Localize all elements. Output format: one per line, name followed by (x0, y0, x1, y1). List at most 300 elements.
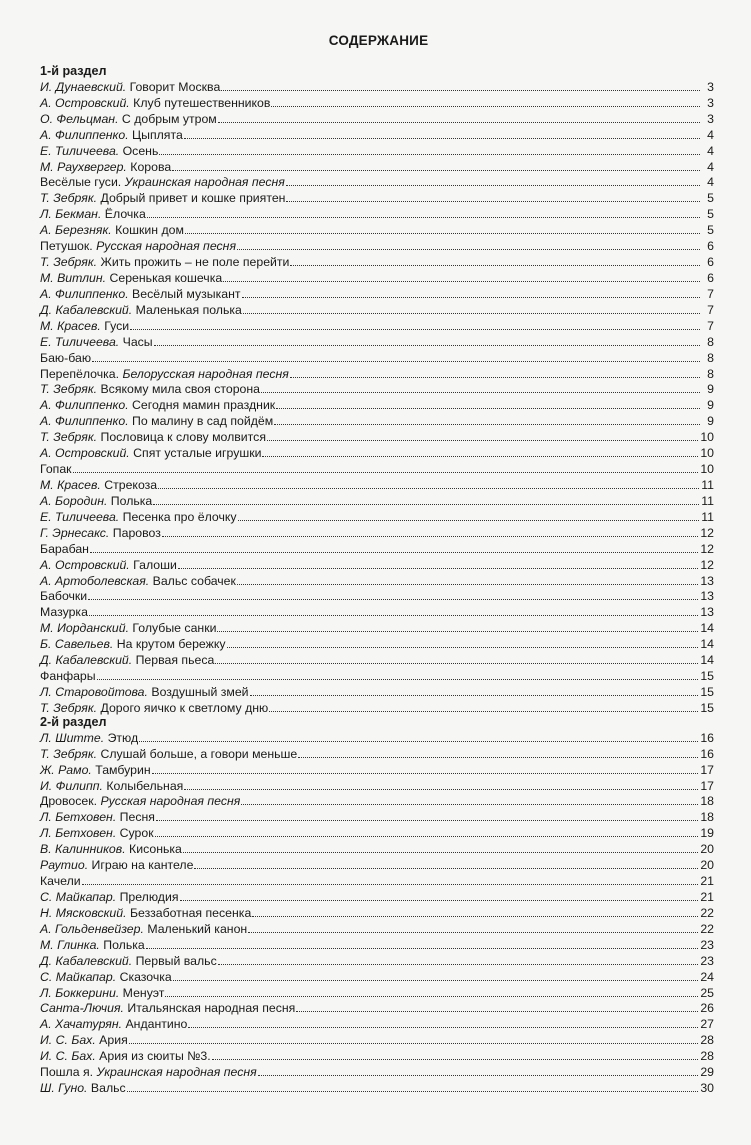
dot-leader (180, 900, 699, 901)
page-number: 8 (707, 334, 714, 349)
entry-subtitle: Украинская народная песня (96, 1065, 257, 1080)
entry-title: Добрый привет и кошке приятен (97, 191, 286, 206)
entry-text (40, 637, 226, 651)
toc-entry (38, 984, 714, 1000)
entry-title: Весёлый музыкант (128, 286, 241, 301)
dot-leader (92, 361, 700, 362)
toc-entry (38, 365, 714, 381)
toc-entry (38, 761, 714, 777)
entry-text (40, 160, 171, 174)
dot-leader (172, 170, 700, 171)
page-number: 17 (700, 778, 714, 793)
entry-author: О. Фельцман. (40, 111, 119, 126)
toc-entry (38, 381, 714, 397)
toc-entry (38, 412, 714, 428)
entry-author: М. Иорданский. (40, 621, 130, 636)
entry-text (40, 605, 88, 619)
dot-leader (146, 948, 699, 949)
entry-text (40, 653, 214, 667)
entry-text (40, 763, 151, 777)
toc-entry (38, 729, 714, 745)
entry-text (40, 446, 261, 460)
entry-text (40, 1049, 211, 1063)
entry-author: И. Дунаевский. (40, 79, 127, 94)
page-number: 10 (700, 462, 714, 477)
entry-author: Санта-Лючия. (40, 1001, 124, 1016)
page-number: 17 (700, 762, 714, 777)
entry-author: А. Островский. (40, 557, 130, 572)
entry-author: Т. Зебряк. (40, 255, 98, 270)
toc-entry (38, 777, 714, 793)
dot-leader (252, 916, 698, 917)
page-number: 3 (707, 95, 714, 110)
entry-text (40, 319, 129, 333)
page-number: 9 (707, 414, 714, 429)
page-number: 23 (700, 937, 714, 952)
page-number: 27 (700, 1017, 714, 1032)
toc-entry (38, 1015, 714, 1031)
toc-entry (38, 349, 714, 365)
toc-entry (38, 158, 714, 174)
title-spacer (38, 52, 714, 64)
entry-text (40, 890, 179, 904)
dot-leader (218, 122, 700, 123)
entry-author: А. Хачатурян. (40, 1017, 123, 1032)
toc-entry (38, 78, 714, 94)
entry-text (40, 175, 285, 189)
page-number: 6 (707, 255, 714, 270)
entry-title: Беззаботная песенка (126, 905, 252, 920)
toc-entry (38, 1031, 714, 1047)
toc-entry (38, 269, 714, 285)
dot-leader (290, 265, 700, 266)
toc-entry (38, 936, 714, 952)
entry-title: Баю-баю (40, 350, 92, 365)
dot-leader (223, 281, 700, 282)
entry-title: Пошла я. (40, 1065, 97, 1080)
entry-title: На крутом бережку (113, 637, 226, 652)
dot-leader (130, 329, 700, 330)
entry-text (40, 96, 270, 110)
entry-title: Тамбурин (91, 762, 151, 777)
page-number: 20 (700, 842, 714, 857)
entry-title: Полька (99, 937, 145, 952)
page-number: 9 (707, 398, 714, 413)
entry-text (40, 970, 172, 984)
entry-author: И. С. Бах. (40, 1033, 96, 1048)
toc-entry (38, 968, 714, 984)
entry-text (40, 685, 249, 699)
page-number: 3 (707, 111, 714, 126)
entry-author: Л. Боккерини. (40, 985, 120, 1000)
page-number: 30 (700, 1081, 714, 1096)
page-number: 10 (700, 430, 714, 445)
entry-title: Этюд (104, 730, 139, 745)
dot-leader (89, 615, 698, 616)
toc-entry (38, 667, 714, 683)
page-number: 4 (707, 127, 714, 142)
entry-text (40, 621, 216, 635)
page-number: 19 (700, 826, 714, 841)
entry-title: Бабочки (40, 589, 88, 604)
entry-title: Играю на кантеле (88, 858, 194, 873)
entry-text (40, 1033, 128, 1047)
entry-title: Галоши (129, 557, 177, 572)
entry-title: Пословица к слову молвится (97, 430, 266, 445)
toc-entry (38, 808, 714, 824)
toc-entry (38, 253, 714, 269)
page-number: 3 (707, 79, 714, 94)
page-number: 22 (700, 921, 714, 936)
entry-text (40, 271, 222, 285)
entry-subtitle: Русская народная песня (96, 239, 237, 254)
dot-leader (217, 631, 698, 632)
entry-title: Дровосек. (40, 794, 101, 809)
toc-entry (38, 142, 714, 158)
entry-subtitle: Белорусская народная песня (122, 366, 289, 381)
entry-text (40, 922, 247, 936)
toc-entry (38, 603, 714, 619)
dot-leader (178, 568, 698, 569)
page-number: 21 (700, 890, 714, 905)
toc-entry (38, 524, 714, 540)
dot-leader (155, 836, 699, 837)
dot-leader (90, 552, 698, 553)
entry-title: Кисонька (125, 842, 182, 857)
dot-leader (262, 456, 698, 457)
page-number: 25 (700, 985, 714, 1000)
page-number: 18 (700, 810, 714, 825)
dot-leader (88, 599, 698, 600)
page-number: 4 (707, 175, 714, 190)
entry-author: Е. Тиличеева. (40, 334, 120, 349)
entry-title: Сурок (116, 826, 154, 841)
entry-author: А. Островский. (40, 446, 130, 461)
toc-entry (38, 635, 714, 651)
entry-text (40, 510, 237, 524)
toc-entry (38, 396, 714, 412)
page-number: 15 (700, 669, 714, 684)
page-number: 11 (701, 509, 714, 524)
toc-entry (38, 237, 714, 253)
toc-entry (38, 1079, 714, 1095)
dot-leader (227, 647, 699, 648)
entry-text (40, 430, 266, 444)
page-number: 13 (700, 573, 714, 588)
entry-text (40, 669, 96, 683)
entry-author: Л. Бекман. (40, 207, 102, 222)
entry-title: Спят усталые игрушки (129, 446, 262, 461)
entry-author: А. Филиппенко. (40, 398, 129, 413)
page-number: 5 (707, 207, 714, 222)
toc-entry (38, 476, 714, 492)
entry-title: Первая пьеса (132, 653, 215, 668)
dot-leader (271, 106, 700, 107)
page-number: 28 (700, 1033, 714, 1048)
entry-author: Т. Зебряк. (40, 746, 98, 761)
entry-author: В. Калинников. (40, 842, 126, 857)
dot-leader (298, 757, 698, 758)
dot-leader (267, 440, 698, 441)
dot-leader (274, 424, 700, 425)
page-number: 7 (707, 302, 714, 317)
entry-author: Т. Зебряк. (40, 700, 98, 715)
entry-text (40, 589, 87, 603)
entry-text (40, 701, 268, 715)
dot-leader (290, 377, 700, 378)
dot-leader (242, 297, 701, 298)
toc-entry (38, 540, 714, 556)
toc-entry (38, 492, 714, 508)
toc-entry (38, 126, 714, 142)
entry-text (40, 938, 145, 952)
entry-title: Фанфары (40, 669, 96, 684)
entry-text (40, 128, 183, 142)
entry-text (40, 144, 158, 158)
entry-author: М. Красев. (40, 318, 101, 333)
entry-title: Клуб путешественников (129, 95, 271, 110)
entry-author: А. Островский. (40, 95, 130, 110)
entry-title: Перепёлочка. (40, 366, 123, 381)
toc-entry (38, 317, 714, 333)
entry-title: Голубые санки (129, 621, 217, 636)
page-number: 8 (707, 350, 714, 365)
entry-author: Ш. Гуно. (40, 1081, 88, 1096)
toc-entry (38, 460, 714, 476)
entry-text (40, 558, 177, 572)
entry-text (40, 986, 164, 1000)
page-number: 15 (700, 700, 714, 715)
dot-leader (183, 852, 698, 853)
dot-leader (184, 789, 698, 790)
toc-entry (38, 651, 714, 667)
page-number: 24 (700, 969, 714, 984)
entry-text (40, 351, 91, 365)
dot-leader (194, 868, 698, 869)
toc-entry (38, 1063, 714, 1079)
page-number: 18 (700, 794, 714, 809)
page-number: 28 (700, 1049, 714, 1064)
dot-leader (212, 1059, 699, 1060)
entry-title: С добрым утром (118, 111, 217, 126)
entry-author: С. Майкапар. (40, 890, 117, 905)
entry-text (40, 1001, 295, 1015)
entry-text (40, 874, 81, 888)
toc-entry (38, 920, 714, 936)
entry-author: Д. Кабалевский. (40, 953, 133, 968)
entry-title: Всякому мила своя сторона (97, 382, 261, 397)
entry-title: Колыбельная (102, 778, 184, 793)
entry-subtitle: Русская народная песня (100, 794, 241, 809)
page-number: 21 (700, 874, 714, 889)
dot-leader (238, 520, 700, 521)
page-number: 22 (700, 905, 714, 920)
entry-author: А. Березняк. (40, 223, 112, 238)
entry-text (40, 826, 154, 840)
entry-title: Итальянская народная песня (123, 1001, 296, 1016)
entry-title: Сказочка (116, 969, 172, 984)
entry-author: А. Артоболевская. (40, 573, 150, 588)
entry-text (40, 112, 217, 126)
page-number: 7 (707, 318, 714, 333)
dot-leader (184, 138, 700, 139)
entry-text (40, 747, 297, 761)
page-number: 9 (707, 382, 714, 397)
entry-text (40, 542, 89, 556)
entry-text (40, 303, 242, 317)
page-number: 20 (700, 858, 714, 873)
entry-title: Серенькая кошечка (106, 270, 223, 285)
dot-leader (185, 233, 700, 234)
entry-text (40, 810, 155, 824)
entry-text (40, 80, 220, 94)
entry-text (40, 478, 157, 492)
entry-text (40, 731, 138, 745)
toc-entry (38, 508, 714, 524)
entry-title: Ария (95, 1033, 128, 1048)
entry-author: А. Гольденвейзер. (40, 921, 144, 936)
entry-author: И. Филипп. (40, 778, 103, 793)
entry-author: Т. Зебряк. (40, 430, 98, 445)
dot-leader (215, 663, 698, 664)
dot-leader (173, 980, 699, 981)
entry-text (40, 239, 236, 253)
dot-leader (156, 820, 698, 821)
dot-leader (243, 313, 700, 314)
toc-entry (38, 619, 714, 635)
dot-leader (218, 964, 699, 965)
entry-title: По малину в сад пойдём (128, 414, 274, 429)
entry-text (40, 1081, 126, 1095)
page-number: 4 (707, 159, 714, 174)
entry-title: Гуси (100, 318, 130, 333)
entry-author: М. Витлин. (40, 270, 107, 285)
page-number: 12 (700, 557, 714, 572)
entry-title: Менуэт (119, 985, 165, 1000)
table-of-contents (38, 30, 714, 1095)
entry-author: Л. Старовойтова. (40, 684, 148, 699)
toc-entry (38, 683, 714, 699)
page-number: 11 (701, 477, 714, 492)
entry-author: Л. Бетховен. (40, 826, 117, 841)
entry-author: Л. Шитте. (40, 730, 105, 745)
entry-author: Н. Мясковский. (40, 905, 127, 920)
entry-title: Петушок. (40, 239, 97, 254)
entry-subtitle: Украинская народная песня (124, 175, 285, 190)
entry-text (40, 1065, 257, 1079)
entry-author: Е. Тиличеева. (40, 509, 120, 524)
page-number: 12 (700, 525, 714, 540)
entry-author: С. Майкапар. (40, 969, 117, 984)
dot-leader (269, 711, 698, 712)
dot-leader (237, 584, 698, 585)
page-number: 4 (707, 143, 714, 158)
dot-leader (73, 472, 699, 473)
page-number: 11 (701, 493, 714, 508)
toc-entry (38, 333, 714, 349)
entry-author: М. Красев. (40, 477, 101, 492)
entry-title: Полька (107, 493, 153, 508)
entry-author: А. Филиппенко. (40, 286, 129, 301)
toc-entry (38, 824, 714, 840)
page-number: 12 (700, 541, 714, 556)
entry-author: Д. Кабалевский. (40, 302, 133, 317)
dot-leader (82, 884, 699, 885)
entry-title: Гопак (40, 462, 72, 477)
entry-title: Вальс собачек (149, 573, 236, 588)
entry-text (40, 1017, 187, 1031)
dot-leader (188, 1027, 698, 1028)
dot-leader (162, 536, 698, 537)
entry-author: Т. Зебряк. (40, 191, 98, 206)
entry-title: Кошкин дом (111, 223, 184, 238)
entry-text (40, 335, 153, 349)
dot-leader (139, 741, 698, 742)
page-number: 5 (707, 223, 714, 238)
entry-author: Г. Эрнесакс. (40, 525, 110, 540)
toc-entry (38, 588, 714, 604)
dot-leader (248, 932, 698, 933)
entry-text (40, 398, 275, 412)
entry-author: Л. Бетховен. (40, 810, 117, 825)
entry-text (40, 779, 183, 793)
page-number: 14 (700, 621, 714, 636)
entry-author: А. Бородин. (40, 493, 108, 508)
toc-entry (38, 444, 714, 460)
dot-leader (129, 1043, 699, 1044)
toc-entry (38, 745, 714, 761)
toc-entry (38, 840, 714, 856)
toc-entry (38, 904, 714, 920)
section-heading: 2-й раздел (40, 714, 107, 729)
toc-entry (38, 189, 714, 205)
page-number: 15 (700, 684, 714, 699)
dot-leader (258, 1075, 699, 1076)
entry-author: Е. Тиличеева. (40, 143, 120, 158)
dot-leader (97, 679, 699, 680)
entry-title: Говорит Москва (126, 79, 221, 94)
page-number: 13 (700, 589, 714, 604)
entry-text (40, 906, 251, 920)
toc-entry (38, 556, 714, 572)
entry-text (40, 494, 152, 508)
entry-title: Стрекоза (100, 477, 158, 492)
entry-title: Весёлые гуси. (40, 175, 125, 190)
entry-text (40, 414, 273, 428)
page-number: 16 (700, 730, 714, 745)
entry-text (40, 382, 260, 396)
page-number: 6 (707, 270, 714, 285)
entry-text (40, 367, 289, 381)
entry-title: Маленький канон (143, 921, 248, 936)
toc-entry (38, 856, 714, 872)
toc-entry (38, 205, 714, 221)
entry-title: Вальс (87, 1081, 126, 1096)
page-title: СОДЕРЖАНИЕ (328, 33, 429, 48)
toc-entry (38, 699, 714, 715)
toc-entry (38, 872, 714, 888)
entry-text (40, 954, 217, 968)
entry-author: Ж. Рамо. (40, 762, 92, 777)
dot-leader (159, 154, 700, 155)
entry-text (40, 462, 72, 476)
entry-title: Песенка про ёлочку (119, 509, 237, 524)
page-number: 6 (707, 239, 714, 254)
entry-title: Прелюдия (116, 890, 179, 905)
entry-title: Слушай больше, а говори меньше (97, 746, 298, 761)
toc-entry (38, 793, 714, 809)
page-number: 13 (700, 605, 714, 620)
